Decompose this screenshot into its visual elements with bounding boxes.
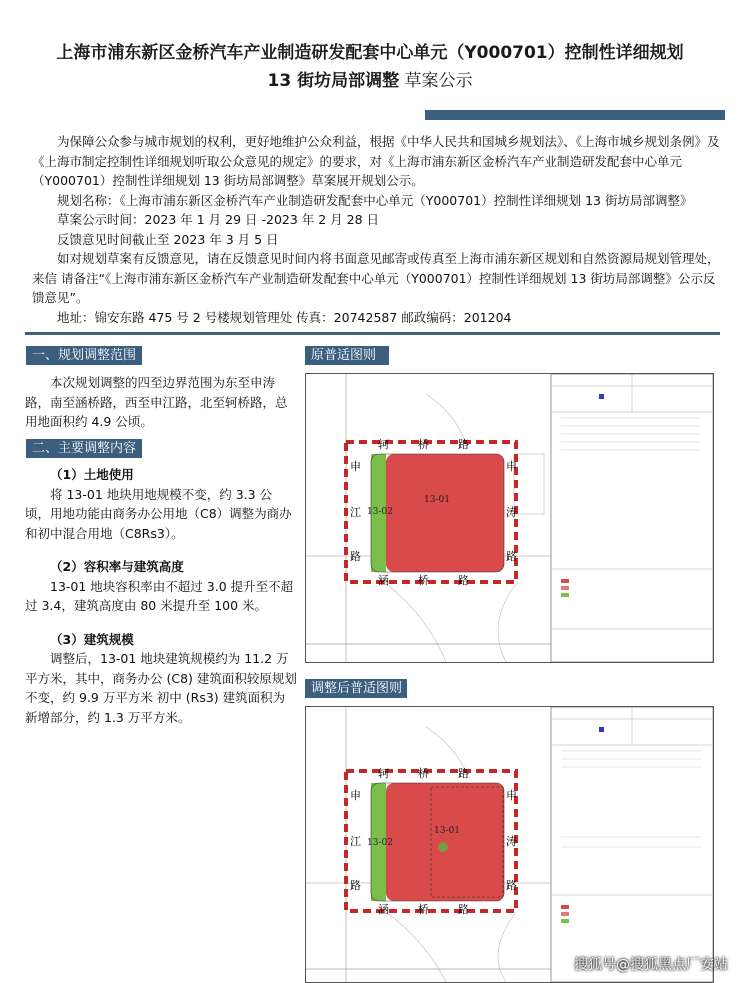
map2-road-east-1: 申 — [506, 789, 517, 802]
map2-plot-13-01: 13-01 — [434, 826, 460, 836]
map1-road-north-1: 轲 — [378, 438, 389, 451]
map1-road-south-3: 路 — [458, 574, 469, 587]
scale-title: （3）建筑规模 — [50, 631, 134, 647]
adjusted-map-heading: 调整后普适图则 — [305, 679, 407, 698]
original-map-drawing — [306, 374, 713, 662]
public-period: 草案公示时间：2023 年 1 月 29 日 -2023 年 2 月 28 日 — [57, 212, 380, 227]
content-text — [25, 465, 297, 727]
map2-plot-13-02: 13-02 — [367, 838, 393, 848]
watermark: 搜狐号@搜狐黑点厂安站 — [574, 957, 728, 973]
map1-road-north-2: 桥 — [418, 438, 429, 451]
map1-plot-13-01: 13-01 — [424, 495, 450, 505]
original-map — [305, 373, 714, 663]
section-content-heading: 二、主要调整内容 — [26, 439, 142, 458]
map1-road-east-2: 涛 — [506, 506, 517, 519]
plan-name: 规划名称：《上海市浦东新区金桥汽车产业制造研发配套中心单元（Y000701）控制性详细规划 13 街坊局部调整》 — [57, 192, 693, 208]
far-text: 13-01 地块容积率由不超过 3.0 提升至不超过 3.4，建筑高度由 80 米提升至 100 米。 — [25, 578, 294, 613]
map2-road-east-2: 涛 — [506, 835, 517, 848]
map2-road-north-2: 桥 — [418, 767, 429, 780]
far-title: （2）容积率与建筑高度 — [50, 559, 184, 574]
title-line-1: 上海市浦东新区金桥汽车产业制造研发配套中心单元（Y000701）控制性详细规划 — [56, 43, 684, 63]
map2-road-south-1: 涵 — [378, 903, 389, 916]
map1-road-south-1: 涵 — [378, 574, 389, 587]
map1-road-west-2: 江 — [350, 506, 361, 519]
adjusted-map-drawing — [306, 707, 713, 982]
map1-road-east-3: 路 — [506, 550, 517, 563]
map2-road-south-3: 路 — [458, 903, 469, 916]
map2-road-west-3: 路 — [350, 879, 361, 892]
title-normal-part: 草案公示 — [399, 71, 473, 91]
scale-text: 调整后，13-01 地块建筑规模约为 11.2 万平方米，其中，商务办公 (C8) 建筑面积较原规划不变，约 9.9 万平方米 初中 (Rs3) 建筑面积为新增部分，约 1.3 万平方米。 — [25, 651, 297, 725]
map2-road-north-1: 轲 — [378, 767, 389, 780]
title-accent-bar — [425, 110, 725, 120]
adjusted-map — [305, 706, 714, 983]
map2-road-north-3: 路 — [458, 767, 469, 780]
feedback-instructions: 如对规划草案有反馈意见，请在反馈意见时间内将书面意见邮寄或传真至上海市浦东新区规划和自然资源局规划管理处，来信 请备注“《上海市浦东新区金桥汽车产业制造研发配套中心单元（Y000701）控制性详细规划 13 街坊局部调整》公示反馈意见”。 — [32, 251, 720, 305]
contact-address: 地址：锦安东路 475 号 2 号楼规划管理处 传真：20742587 邮政编码：201204 — [57, 309, 512, 325]
land-use-text: 将 13-01 地块用地规模不变，约 3.3 公顷，用地功能由商务办公用地（C8）调整为商办和初中混合用地（C8Rs3）。 — [25, 486, 292, 541]
original-map-heading: 原普适图则 — [305, 346, 389, 365]
title-bold-part: 13 街坊局部调整 — [267, 71, 400, 91]
map1-road-west-3: 路 — [350, 550, 361, 563]
scope-paragraph: 本次规划调整的四至边界范围为东至申涛路，南至涵桥路，西至申江路，北至轲桥路，总用地面积约 4.9 公顷。 — [25, 375, 288, 429]
map1-road-south-2: 桥 — [418, 574, 429, 587]
intro-para: 为保障公众参与城市规划的权利，更好地维护公众利益，根据《中华人民共和国城乡规划法》、《上海市城乡规划条例》及《上海市制定控制性详细规划听取公众意见的规定》的要求，对《上海市浦东新区金桥汽车产业制造研发配套中心单元（Y000701）控制性详细规划 13 街坊局部调整》草案展开规划公示。 — [32, 134, 720, 188]
map1-road-east-1: 申 — [506, 460, 517, 473]
feedback-deadline: 反馈意见时间截止至 2023 年 3 月 5 日 — [57, 231, 279, 247]
title-line-2 — [0, 66, 740, 91]
map1-road-west-1: 申 — [350, 460, 361, 473]
map2-road-south-2: 桥 — [418, 903, 429, 916]
section-scope-heading: 一、规划调整范围 — [26, 346, 142, 365]
intro-text — [32, 132, 722, 327]
map2-road-east-3: 路 — [506, 879, 517, 892]
scope-text — [25, 373, 297, 432]
map1-plot-13-02: 13-02 — [367, 507, 393, 517]
section-divider — [25, 332, 720, 335]
map1-road-north-3: 路 — [458, 438, 469, 451]
land-use-title: （1）土地使用 — [50, 467, 134, 482]
map2-road-west-1: 申 — [350, 789, 361, 802]
map2-road-west-2: 江 — [350, 835, 361, 848]
